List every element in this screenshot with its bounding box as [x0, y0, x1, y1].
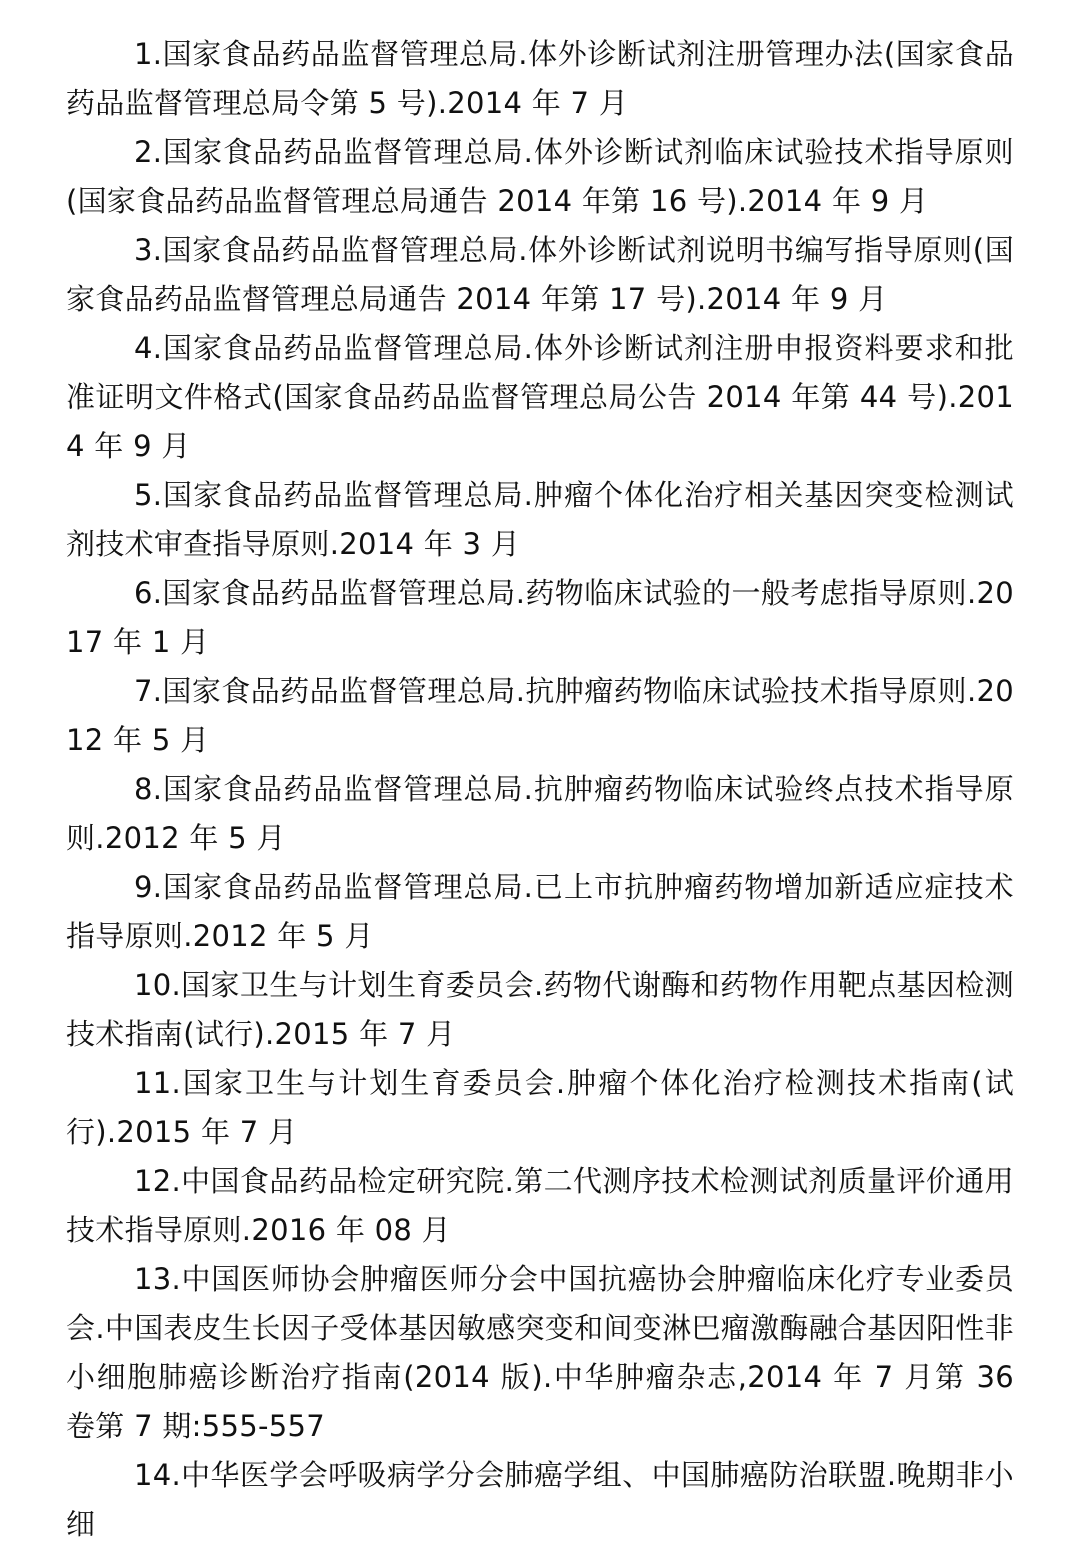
reference-item-9: 9.国家食品药品监督管理总局.已上市抗肿瘤药物增加新适应症技术指导原则.2012 年 5 月: [66, 870, 1014, 953]
reference-item-13: 13.中国医师协会肿瘤医师分会中国抗癌协会肿瘤临床化疗专业委员会.中国表皮生长因子受体基因敏感突变和间变淋巴瘤激酶融合基因阳性非小细胞肺癌诊断治疗指南(2014 版).中华肿瘤杂志,2014 年 7 月第 36 卷第 7 期:555-557: [66, 1262, 1014, 1443]
reference-item-7: 7.国家食品药品监督管理总局.抗肿瘤药物临床试验技术指导原则.2012 年 5 月: [66, 674, 1014, 757]
reference-item-2: 2.国家食品药品监督管理总局.体外诊断试剂临床试验技术指导原则(国家食品药品监督管理总局通告 2014 年第 16 号).2014 年 9 月: [66, 135, 1014, 218]
reference-item-10: 10.国家卫生与计划生育委员会.药物代谢酶和药物作用靶点基因检测技术指南(试行).2015 年 7 月: [66, 968, 1014, 1051]
reference-item-3: 3.国家食品药品监督管理总局.体外诊断试剂说明书编写指导原则(国家食品药品监督管理总局通告 2014 年第 17 号).2014 年 9 月: [66, 233, 1014, 316]
reference-list: [66, 30, 1014, 1549]
reference-item-11: 11.国家卫生与计划生育委员会.肿瘤个体化治疗检测技术指南(试行).2015 年 7 月: [66, 1066, 1014, 1149]
reference-item-8: 8.国家食品药品监督管理总局.抗肿瘤药物临床试验终点技术指导原则.2012 年 5 月: [66, 772, 1014, 855]
reference-item-12: 12.中国食品药品检定研究院.第二代测序技术检测试剂质量评价通用技术指导原则.2016 年 08 月: [66, 1164, 1014, 1247]
reference-item-6: 6.国家食品药品监督管理总局.药物临床试验的一般考虑指导原则.2017 年 1 月: [66, 576, 1014, 659]
reference-item-14: 14.中华医学会呼吸病学分会肺癌学组、中国肺癌防治联盟.晚期非小细: [66, 1458, 1014, 1541]
reference-item-4: 4.国家食品药品监督管理总局.体外诊断试剂注册申报资料要求和批准证明文件格式(国家食品药品监督管理总局公告 2014 年第 44 号).2014 年 9 月: [66, 331, 1014, 463]
reference-item-5: 5.国家食品药品监督管理总局.肿瘤个体化治疗相关基因突变检测试剂技术审查指导原则.2014 年 3 月: [66, 478, 1014, 561]
reference-item-1: 1.国家食品药品监督管理总局.体外诊断试剂注册管理办法(国家食品药品监督管理总局令第 5 号).2014 年 7 月: [66, 37, 1014, 120]
